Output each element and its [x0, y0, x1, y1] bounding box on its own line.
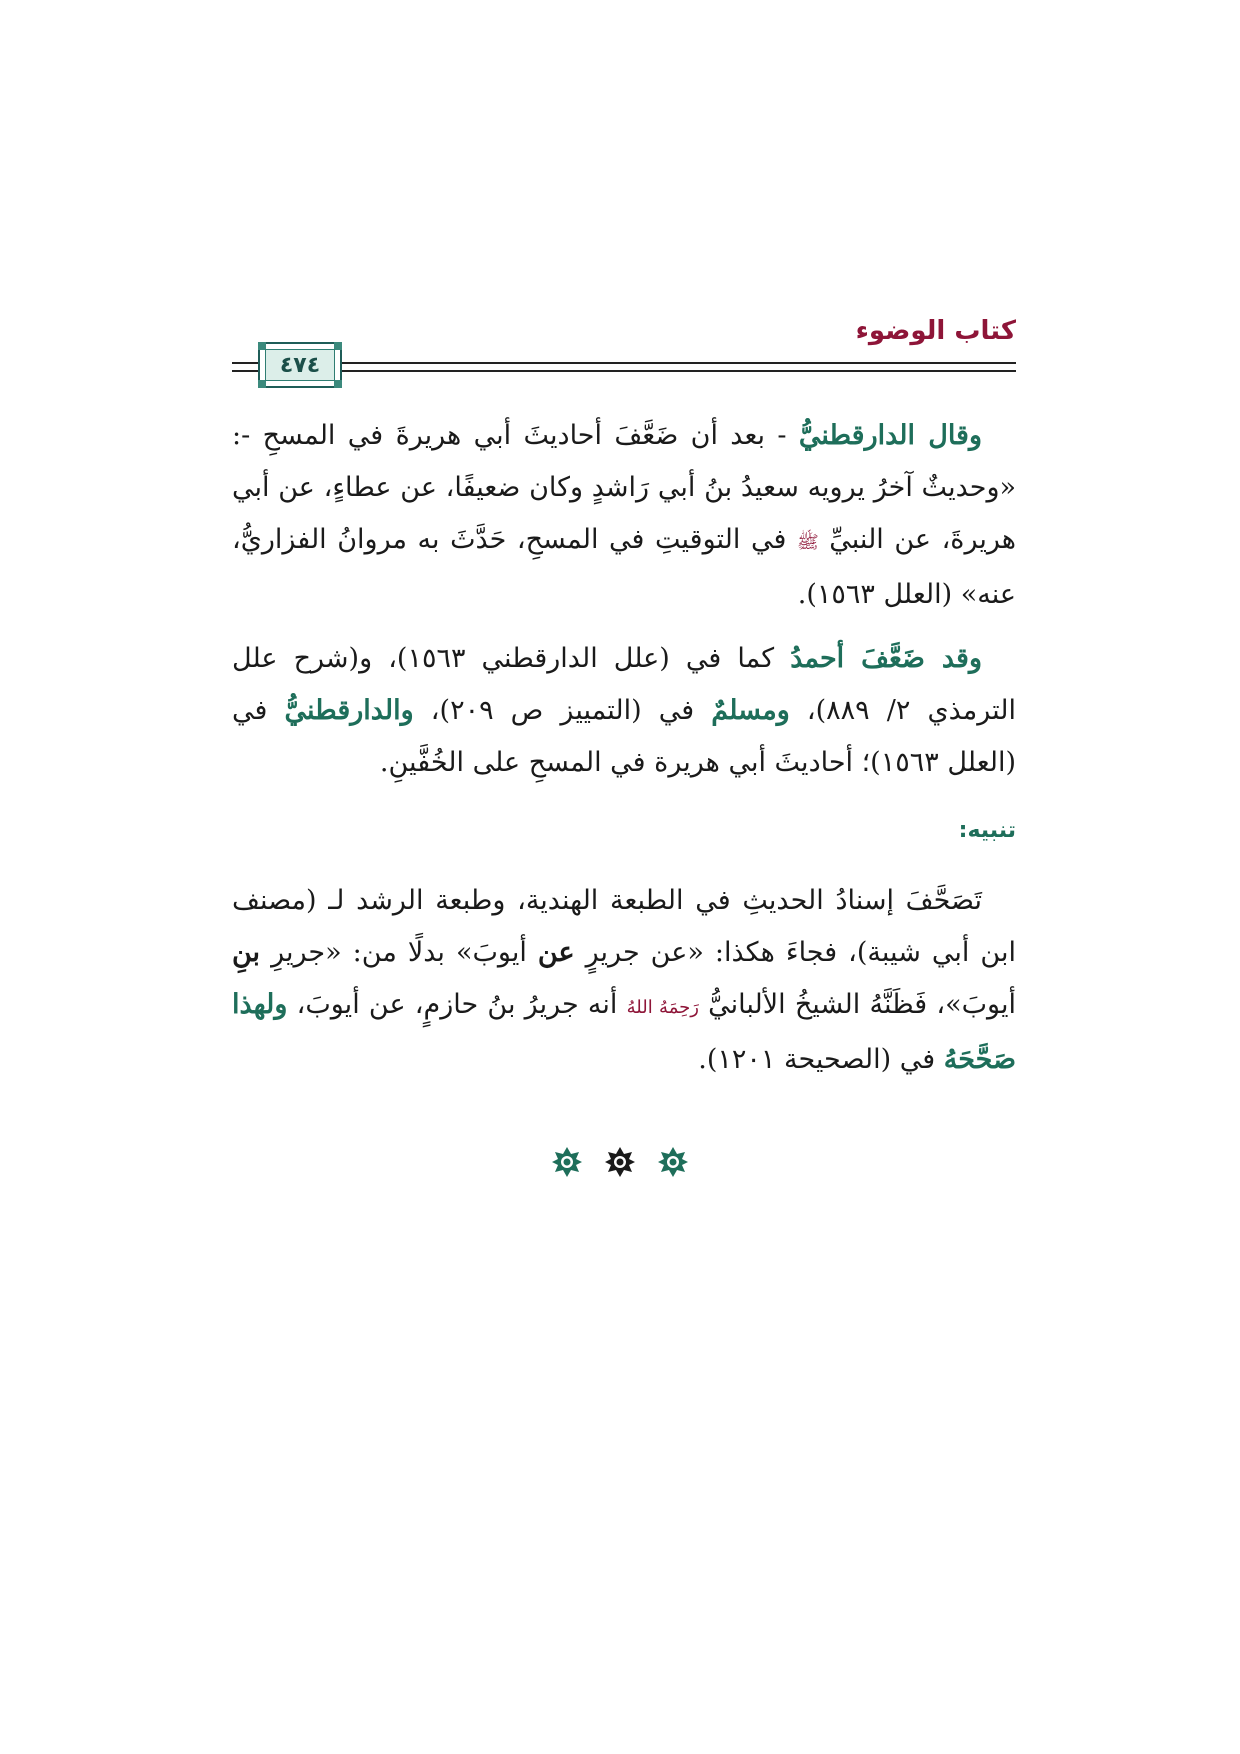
honorific-symbol: ﷺ — [796, 532, 819, 553]
badge-corner-icon — [258, 380, 266, 388]
paragraph-note — [232, 875, 1016, 1086]
badge-corner-icon — [334, 342, 342, 350]
header-rule-top — [232, 362, 1016, 364]
page-number: ٤٧٤ — [265, 349, 335, 381]
page-body — [232, 410, 1016, 1098]
paragraph-text: في (العلل ١٥٦٣)؛ أحاديثَ أبي هريرة في المسحِ على الخُفَّينِ. — [232, 695, 1016, 778]
scholar-name: وقد ضَعَّفَ أحمدُ — [790, 643, 982, 674]
section-end-ornaments — [0, 1146, 1240, 1178]
chapter-title: كتاب الوضوء — [855, 316, 1016, 346]
emphasis-word: بنِ — [232, 937, 261, 968]
paragraph-text: أيوبَ» بدلًا من: «جريرِ — [260, 937, 538, 968]
scholar-name: وقال الدارقطنيُّ — [798, 420, 982, 451]
emphasis-word: عن — [537, 937, 575, 968]
floral-ornament-icon — [657, 1146, 689, 1178]
note-heading: تنبيه: — [958, 818, 1016, 843]
page-number-badge — [258, 342, 342, 388]
badge-corner-icon — [334, 380, 342, 388]
floral-ornament-icon — [604, 1146, 636, 1178]
emphasis-phrase: ولهذا صَحَّحَهُ — [232, 989, 1016, 1075]
floral-ornament-icon — [551, 1146, 583, 1178]
scholar-name: والدارقطنيُّ — [284, 695, 414, 726]
paragraph-text: أنه جريرُ بنُ حازمٍ، عن أيوبَ، — [287, 989, 627, 1020]
paragraph-text: كما في (علل الدارقطني ١٥٦٣)، و(شرح علل الترمذي ٢/ ٨٨٩)، — [232, 643, 1016, 726]
honorific-symbol: رَحِمَهُ اللهُ — [626, 997, 699, 1018]
paragraph-text: - بعد أن ضَعَّفَ أحاديثَ أبي هريرةَ في المسحِ -: «وحديثٌ آخرُ يرويه سعيدُ بنُ أبي رَاشدٍ وكان ضعيفًا، عن عطاءٍ، عن أبي هريرةَ، عن النبيِّ — [232, 420, 1016, 555]
paragraph-text: في (التمييز ص ٢٠٩)، — [413, 695, 712, 726]
header-rule-bottom — [232, 370, 1016, 372]
paragraph-weakening — [232, 633, 1016, 789]
header-rules — [232, 360, 1016, 376]
scholar-name: ومسلمٌ — [711, 695, 790, 726]
page-header — [232, 310, 1016, 390]
paragraph-text: في (الصحيحة ١٢٠١). — [698, 1044, 944, 1075]
paragraph-text: في التوقيتِ في المسحِ، حَدَّثَ به مروانُ الفزاريُّ، عنه» (العلل ١٥٦٣). — [232, 524, 1016, 610]
paragraph-text: تَصَحَّفَ إسنادُ الحديثِ في الطبعة الهندية، وطبعة الرشد لـ (مصنف ابن أبي شيبة)، فجاءَ هكذا: «عن جريرٍ — [232, 885, 1016, 968]
paragraph-text: أيوبَ»، فَظَنَّهُ الشيخُ الألبانيُّ — [698, 989, 1016, 1020]
paragraph-daraqutni-quote — [232, 410, 1016, 621]
